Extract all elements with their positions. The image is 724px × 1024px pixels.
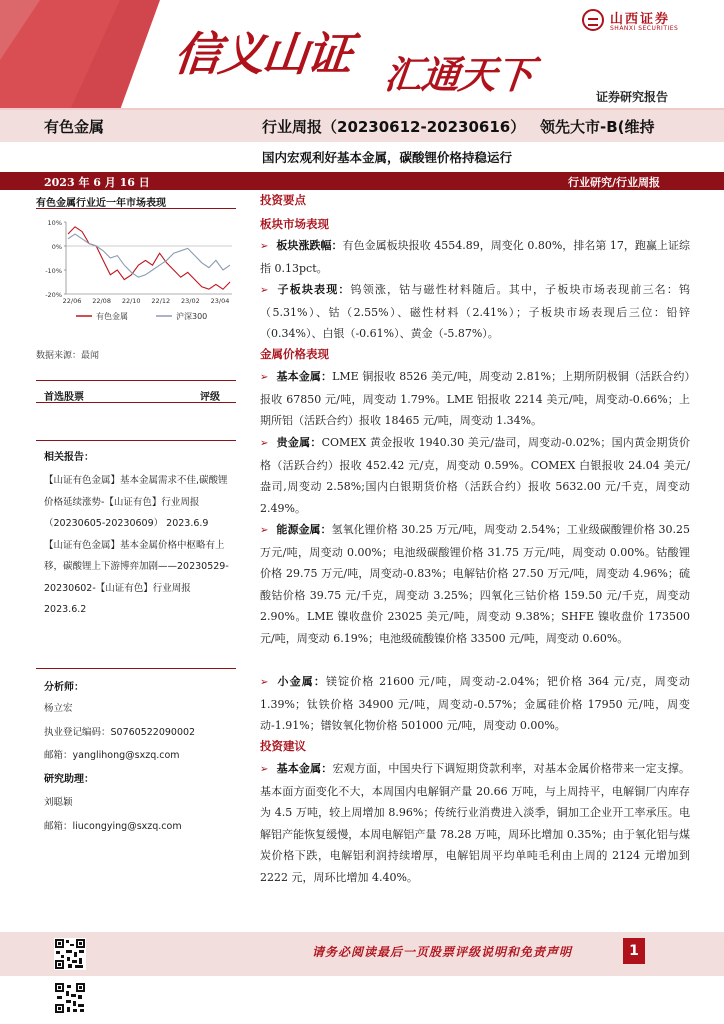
x-tick-label: 23/04 [210,297,230,305]
x-tick-label: 22/06 [62,297,82,305]
investment-heading: 投资要点 [260,193,306,207]
researcher-email[interactable]: 邮箱：liucongying@sxzq.com [44,821,182,832]
page-header [0,0,724,110]
bullet-text: 镁锭价格 21600 元/吨，周变动-2.04%；钯价格 364 元/克，周变动 1.39%；钛铁价格 34900 元/吨，周变动-0.57%；金属硅价格 17950 元/吨，周变动-1.91%；镨钕氧化物价格 501000 元/吨，周变动 0.00%。 [260,675,690,733]
market-performance-chart [36,216,236,326]
stocks-header-name: 首选股票 [44,392,84,403]
qr-code-icon [54,982,86,1014]
bullet-text: 氢氧化锂价格 30.25 万元/吨，周变动 2.54%；工业级碳酸锂价格 30.25 万元/吨，周变动 0.00%；电池级碳酸锂价格 31.75 万元/吨，周变动 0.00%。钴酸锂价格 29.75 万元/吨，周变动-0.83%；电解钴价格 27.50 万元/吨，周变动 4.96%；硫酸钴价格 39.75 元/千克，周变动 3.25%；四氧化三钴价格 159.50 元/千克，周变动 2.90%。LME 镍收盘价 23025 美元/吨，周变动 9.38%；SHFE 镍收盘价 173500 元/吨，周变动 6.19%；电池级硫酸镍价格 33500 元/吨，周变动 0.60%。 [260,523,691,645]
slogan-main: 信义山证 [171,27,354,81]
bullet-market-rise [260,235,690,279]
bullet-text: 钨领涨，钴与磁性材料随后。其中，子板块市场表现前三名：钨（5.31%）、钴（2.55%）、磁性材料（2.41%）；子板块市场表现后三位：铅锌（0.34%）、白银（-0.61%）、黄金（-5.87%）。 [260,283,690,341]
sector-name: 有色金属 [44,118,105,136]
divider [36,668,236,669]
divider [36,380,236,381]
bullet-arrow-icon: ➢ [260,241,269,252]
bullet-label: 贵金属： [276,436,322,449]
legend-label: 有色金属 [96,312,128,321]
bullet-text: COMEX 黄金报收 1940.30 美元/盎司，周变动-0.02%；国内黄金期货价格（活跃合约）报收 452.42 元/克，周变动 0.59%。COMEX 白银报收 24.04 美元/盎司,周变动 2.58%;国内白银期货价格（活跃合约）报收 5632.00 元/千克，周变动 2.49%。 [260,436,691,515]
footer-disclaimer[interactable]: 请务必阅读最后一页股票评级说明和免责声明 [312,945,573,959]
divider [36,440,236,441]
bullet-label: 能源金属： [276,523,332,536]
x-tick-label: 22/08 [92,297,111,305]
report-type: 证券研究报告 [596,90,669,104]
related-report-item[interactable]: 【山证有色金属】基本金属需求不佳,碳酸锂价格延续涨势-【山证有色】行业周报（20230605-20230609） 2023.6.9 [44,475,228,529]
y-tick-label: 10% [47,219,62,227]
advice-heading: 投资建议 [260,739,306,753]
bullet-energy [260,519,690,650]
bullet-label: 基本金属： [276,762,333,775]
bullet-arrow-icon: ➢ [260,372,269,383]
bullet-arrow-icon: ➢ [260,285,269,296]
report-subtitle: 国内宏观利好基本金属，碳酸锂价格持稳运行 [262,150,513,165]
report-date: 2023 年 6 月 16 日 [44,176,150,189]
logo-icon [582,9,604,31]
bullet-arrow-icon: ➢ [260,438,269,449]
industry-rating: 领先大市-B(维持 [540,118,655,136]
bullet-label: 板块涨跌幅： [276,239,343,252]
logo-name-en: SHANXI SECURITIES [610,25,679,32]
bullet-advice [260,758,690,889]
bullet-text: 宏观方面，中国央行下调短期贷款利率，对基本金属价格带来一定支撑。基本面方面变化不大，本周国内电解铜产量 20.66 万吨，与上周持平，电解铜厂内库存为 4.5 万吨，较上周增加 8.96%；传统行业消费进入淡季，铜加工企业开工率承压。电解铝产能恢复缓慢，本周电解铝产量 78.28 万吨，周环比增加 0.35%；由于氧化铝与煤炭价格下跌，电解铝利润持续增厚，电解铝周平均单吨毛利由上周的 2124 元增加到 2222 元，周环比增加 4.40%。 [260,762,691,884]
page-number: 1 [623,938,645,964]
bullet-arrow-icon: ➢ [260,764,269,775]
bullet-label: 小金属： [276,675,326,688]
slogan-sub: 汇通天下 [382,52,536,97]
analyst-heading: 分析师： [44,682,84,693]
chart-source: 数据来源：最闻 [36,351,100,361]
bullet-arrow-icon: ➢ [260,677,269,688]
stocks-header-rating: 评级 [200,392,220,403]
series-line [68,234,230,277]
legend-label: 沪深300 [176,312,208,321]
bullet-text: 有色金属板块报收 4554.89，周变化 0.80%，排名第 17，跑赢上证综指 0.13pct。 [260,239,691,275]
y-tick-label: 0% [51,243,62,251]
researcher-heading: 研究助理： [44,774,94,785]
bullet-label: 基本金属： [276,370,333,383]
analyst-email[interactable]: 邮箱：yanglihong@sxzq.com [44,750,180,761]
bullet-base-metal [260,366,690,432]
series-line [68,227,230,289]
related-report-item[interactable]: 【山证有色金属】基本金属价格中枢略有上移，碳酸锂上下游博弈加剧——20230529-20230602-【山证有色】行业周报 2023.6.2 [44,539,229,615]
bullet-precious [260,432,690,519]
qr-code-icon [54,938,86,970]
related-reports [44,470,236,621]
report-category: 行业研究/行业周报 [568,176,661,189]
chart-heading: 有色金属行业近一年市场表现 [36,198,166,209]
bullet-arrow-icon: ➢ [260,525,269,536]
researcher-name: 刘聪颖 [44,797,73,808]
y-tick-label: -20% [45,291,62,299]
divider [36,208,236,209]
x-tick-label: 23/02 [181,297,200,305]
divider [36,402,236,403]
x-tick-label: 22/10 [121,297,141,305]
bullet-sub-sector [260,279,690,345]
analyst-name: 杨立宏 [44,703,73,714]
bullet-text: LME 铜报收 8526 美元/吨，周变动 2.81%；上期所阴极铜（活跃合约）报收 67850 元/吨，周变动 1.79%。LME 铝报收 2214 美元/吨，周变动-0.66%；上期所铝（活跃合约）报收 18465 元/吨，周变动 1.34%。 [260,370,691,428]
analyst-cert: 执业登记编码：S0760522090002 [44,727,196,738]
report-title: 行业周报（20230612-20230616） [262,118,526,136]
logo-name-cn: 山西证券 [610,12,671,27]
bullet-label: 子板块表现： [276,283,351,296]
y-tick-label: -10% [45,267,62,275]
price-heading: 金属价格表现 [260,347,329,361]
x-tick-label: 22/12 [151,297,171,305]
market-heading: 板块市场表现 [260,217,329,231]
company-logo [582,6,712,36]
related-reports-heading: 相关报告： [44,452,94,463]
bullet-minor [260,671,690,737]
